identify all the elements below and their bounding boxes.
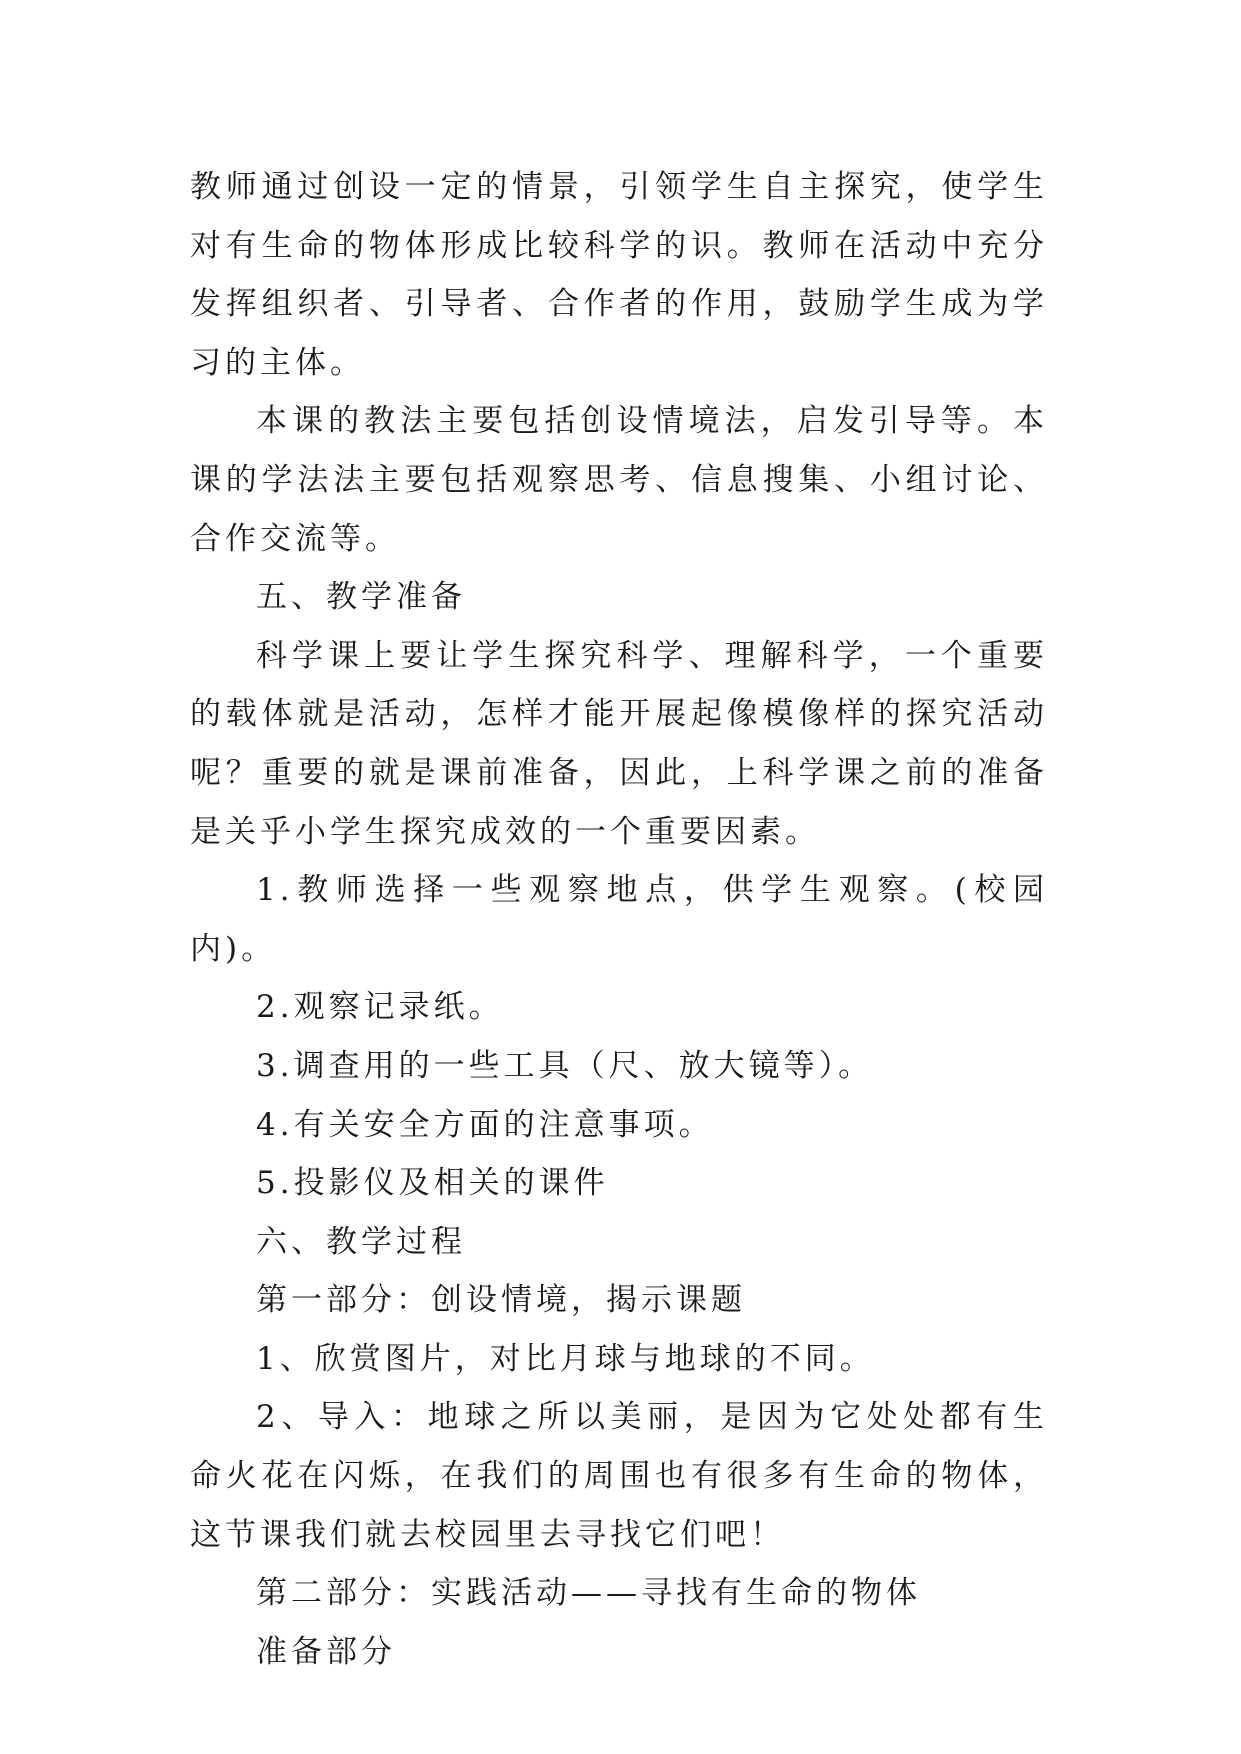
list-item-projector: 5.投影仪及相关的课件 <box>256 1165 609 1202</box>
paragraph-preparation-importance: 科学课上要让学生探究科学、理解科学，一个重要的载体就是活动，怎样才能开展起像模像样的探究活动呢？重要的就是课前准备，因此，上科学课之前的准备是关乎小学生探究成效的一个重要因素。 <box>190 637 1048 850</box>
subheading-part-one: 第一部分：创设情境，揭示课题 <box>256 1282 746 1319</box>
document-body <box>190 158 1048 1681</box>
list-item-observation-sites: 1.教师选择一些观察地点，供学生观察。(校园内)。 <box>190 872 1048 967</box>
heading-teaching-preparation: 五、教学准备 <box>256 579 466 616</box>
heading-teaching-process: 六、教学过程 <box>256 1223 466 1260</box>
paragraph-teaching-learning-methods: 本课的教法主要包括创设情境法，启发引导等。本课的学法法主要包括观察思考、信息搜集、小组讨论、合作交流等。 <box>190 403 1048 557</box>
paragraph-teaching-method-intro: 教师通过创设一定的情景，引领学生自主探究，使学生对有生命的物体形成比较科学的识。教师在活动中充分发挥组织者、引导者、合作者的作用，鼓励学生成为学习的主体。 <box>190 169 1048 381</box>
step-introduction: 2、导入：地球之所以美丽，是因为它处处都有生命火花在闪烁，在我们的周围也有很多有生命的物体，这节课我们就去校园里去寻找它们吧！ <box>190 1399 1048 1553</box>
list-item-safety-notes: 4.有关安全方面的注意事项。 <box>256 1106 714 1143</box>
subheading-preparation-section: 准备部分 <box>256 1633 396 1670</box>
list-item-survey-tools: 3.调查用的一些工具（尺、放大镜等）。 <box>256 1047 874 1084</box>
step-appreciate-pictures: 1、欣赏图片，对比月球与地球的不同。 <box>256 1340 875 1377</box>
list-item-record-paper: 2.观察记录纸。 <box>256 989 504 1026</box>
subheading-part-two: 第二部分：实践活动——寻找有生命的物体 <box>256 1575 921 1612</box>
